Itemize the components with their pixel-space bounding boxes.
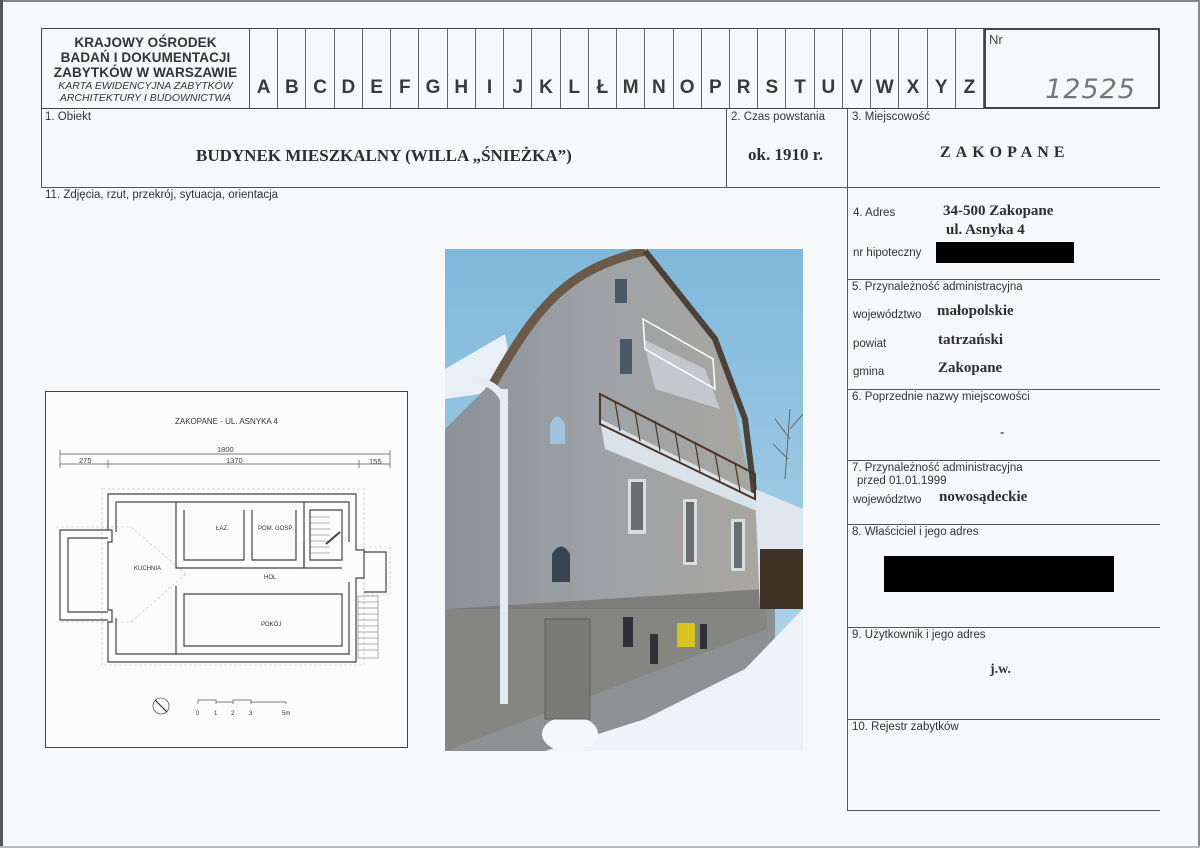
divider: [41, 187, 1160, 188]
voivodeship-value: małopolskie: [937, 303, 1014, 319]
alphabet-index-cell: P: [702, 29, 730, 108]
alphabet-index-cell: T: [786, 29, 814, 108]
divider: [847, 389, 1160, 390]
alphabet-index: [250, 29, 984, 108]
dimension-middle: 1370: [226, 456, 243, 465]
county-label: powiat: [853, 338, 887, 350]
photos-section-label: 11. Zdjęcia, rzut, przekrój, sytuacja, orientacja: [45, 189, 279, 201]
divider: [847, 627, 1160, 628]
dimension-right: 155: [369, 457, 382, 466]
card-type-line: ARCHITEKTURY I BUDOWNICTWA: [59, 91, 232, 104]
floor-plan-title: ZAKOPANE - UL. ASNYKA 4: [175, 417, 278, 426]
svg-text:3: 3: [249, 711, 253, 717]
admin-before-label: 7. Przynależność administracyjna: [852, 462, 1023, 474]
alphabet-index-cell: C: [306, 29, 334, 108]
alphabet-index-cell: H: [448, 29, 476, 108]
alphabet-index-cell: N: [645, 29, 673, 108]
register-label: 10. Rejestr zabytków: [852, 721, 959, 733]
alphabet-index-cell: Y: [928, 29, 956, 108]
admin-before-date-label: przed 01.01.1999: [857, 475, 947, 487]
locality-label: 3. Miejscowość: [852, 111, 930, 123]
institution-name-line: ZABYTKÓW W WARSZAWIE: [53, 64, 238, 80]
north-arrow-icon: [153, 698, 169, 714]
divider: [847, 460, 1160, 461]
commune-value: Zakopane: [938, 360, 1003, 376]
svg-text:HOL: HOL: [264, 575, 277, 581]
voivodeship-before-value: nowosądeckie: [939, 489, 1028, 505]
divider: [847, 524, 1160, 525]
alphabet-index-cell: U: [815, 29, 843, 108]
svg-text:1: 1: [214, 711, 218, 717]
address-label: 4. Adres: [853, 207, 896, 219]
alphabet-index-cell: F: [391, 29, 419, 108]
building-photo-illustration: [445, 249, 803, 751]
previous-names-value: -: [1000, 424, 1005, 439]
locality-value: ZAKOPANE: [940, 144, 1070, 161]
alphabet-index-cell: E: [363, 29, 391, 108]
svg-text:POKÓJ: POKÓJ: [261, 622, 282, 628]
object-value: BUDYNEK MIESZKALNY (WILLA „ŚNIEŻKA”): [196, 146, 572, 165]
dimension-left: 275: [79, 456, 92, 465]
card-header: [41, 28, 984, 109]
divider: [726, 109, 727, 187]
floor-plan-drawing: [46, 392, 409, 749]
alphabet-index-cell: S: [758, 29, 786, 108]
alphabet-index-cell: M: [617, 29, 645, 108]
alphabet-index-cell: J: [504, 29, 532, 108]
room-label: ŁAZ.: [216, 526, 229, 532]
date-value: ok. 1910 r.: [748, 145, 823, 164]
svg-text:KUCHNIA: KUCHNIA: [134, 566, 162, 572]
mortgage-label: nr hipoteczny: [853, 247, 922, 259]
institution-name-line: BADAŃ I DOKUMENTACJI: [60, 49, 231, 65]
page-edge: [0, 0, 3, 848]
commune-label: gmina: [853, 366, 885, 378]
user-value: j.w.: [990, 662, 1011, 677]
alphabet-index-cell: K: [532, 29, 560, 108]
alphabet-index-cell: G: [419, 29, 447, 108]
alphabet-index-cell: B: [278, 29, 306, 108]
alphabet-index-cell: L: [561, 29, 589, 108]
svg-text:0: 0: [196, 711, 200, 717]
voivodeship-label: województwo: [853, 309, 922, 321]
date-label: 2. Czas powstania: [731, 111, 825, 123]
floor-plan: [45, 391, 408, 748]
object-label: 1. Obiekt: [45, 111, 92, 123]
alphabet-index-cell: Ł: [589, 29, 617, 108]
record-number-box: [984, 28, 1160, 109]
alphabet-index-cell: V: [843, 29, 871, 108]
building-photo: [445, 249, 803, 751]
svg-text:5m: 5m: [282, 711, 291, 717]
dimension-total: 1800: [217, 445, 234, 454]
record-number-value: 12525: [1045, 74, 1136, 105]
svg-text:2: 2: [231, 711, 235, 717]
address-line1: 34-500 Zakopane: [943, 203, 1054, 219]
institution-block: [42, 29, 250, 108]
alphabet-index-cell: D: [335, 29, 363, 108]
divider: [847, 279, 1160, 280]
page-edge: [0, 0, 1200, 2]
alphabet-index-cell: O: [674, 29, 702, 108]
svg-text:POM. GOSP.: POM. GOSP.: [258, 526, 294, 532]
voivodeship-before-label: województwo: [853, 494, 922, 506]
divider: [847, 719, 1160, 720]
owner-label: 8. Właściciel i jego adres: [852, 526, 979, 538]
county-value: tatrzański: [938, 332, 1003, 348]
alphabet-index-cell: R: [730, 29, 758, 108]
redacted-owner: [884, 556, 1114, 592]
alphabet-index-cell: I: [476, 29, 504, 108]
alphabet-index-cell: A: [250, 29, 278, 108]
divider: [41, 109, 42, 187]
redacted-mortgage-number: [936, 242, 1074, 263]
card-type-line: KARTA EWIDENCYJNA ZABYTKÓW: [58, 79, 233, 92]
admin-label: 5. Przynależność administracyjna: [852, 281, 1023, 293]
alphabet-index-cell: X: [899, 29, 927, 108]
divider: [847, 810, 1160, 811]
institution-name-line: KRAJOWY OŚRODEK: [74, 34, 217, 50]
previous-names-label: 6. Poprzednie nazwy miejscowości: [852, 391, 1030, 403]
user-label: 9. Użytkownik i jego adres: [852, 629, 986, 641]
alphabet-index-cell: W: [871, 29, 899, 108]
record-number-label: Nr: [989, 32, 1003, 47]
address-line2: ul. Asnyka 4: [946, 222, 1025, 238]
alphabet-index-cell: Z: [956, 29, 984, 108]
